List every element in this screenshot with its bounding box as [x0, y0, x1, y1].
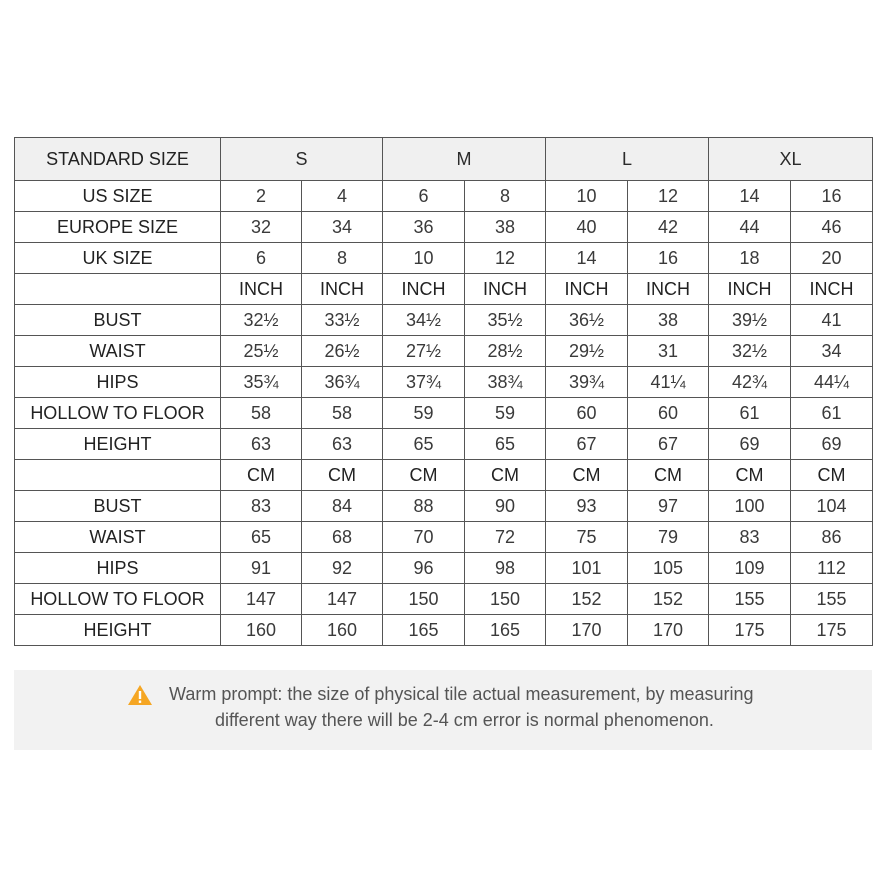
- unit-cell: INCH: [383, 274, 465, 305]
- row-label: UK SIZE: [15, 243, 221, 274]
- table-cell: 97: [628, 491, 709, 522]
- table-cell: 104: [791, 491, 873, 522]
- table-cell: 42¾: [709, 367, 791, 398]
- table-cell: 92: [302, 553, 383, 584]
- table-cell: 91: [221, 553, 302, 584]
- table-cell: 36: [383, 212, 465, 243]
- table-cell: 105: [628, 553, 709, 584]
- table-cell: 150: [465, 584, 546, 615]
- table-cell: 37¾: [383, 367, 465, 398]
- measurement-notice: [14, 670, 872, 750]
- size-chart-body: [15, 138, 873, 646]
- table-cell: 175: [791, 615, 873, 646]
- table-cell: 98: [465, 553, 546, 584]
- table-cell: 170: [628, 615, 709, 646]
- table-cell: 86: [791, 522, 873, 553]
- table-cell: 61: [791, 398, 873, 429]
- row-label: HEIGHT: [15, 429, 221, 460]
- table-cell: 100: [709, 491, 791, 522]
- table-cell: 39½: [709, 305, 791, 336]
- table-cell: 34½: [383, 305, 465, 336]
- table-cell: 75: [546, 522, 628, 553]
- table-cell: 20: [791, 243, 873, 274]
- table-cell: 165: [465, 615, 546, 646]
- unit-cell: CM: [791, 460, 873, 491]
- size-group-l: L: [546, 138, 709, 181]
- table-cell: 36½: [546, 305, 628, 336]
- table-row: [15, 398, 873, 429]
- table-cell: 150: [383, 584, 465, 615]
- table-cell: 65: [465, 429, 546, 460]
- table-row: [15, 212, 873, 243]
- table-cell: 79: [628, 522, 709, 553]
- size-group-xl: XL: [709, 138, 873, 181]
- row-label: HIPS: [15, 553, 221, 584]
- table-row: [15, 584, 873, 615]
- table-cell: 33½: [302, 305, 383, 336]
- unit-row: [15, 460, 873, 491]
- row-label: HIPS: [15, 367, 221, 398]
- table-cell: 39¾: [546, 367, 628, 398]
- table-row: [15, 181, 873, 212]
- unit-row: [15, 274, 873, 305]
- table-cell: 69: [791, 429, 873, 460]
- table-row: [15, 336, 873, 367]
- table-cell: 147: [221, 584, 302, 615]
- table-cell: 16: [628, 243, 709, 274]
- table-cell: 6: [383, 181, 465, 212]
- table-cell: 160: [302, 615, 383, 646]
- table-cell: 70: [383, 522, 465, 553]
- table-cell: 165: [383, 615, 465, 646]
- unit-cell: CM: [383, 460, 465, 491]
- table-cell: 12: [628, 181, 709, 212]
- table-cell: 6: [221, 243, 302, 274]
- table-cell: 83: [709, 522, 791, 553]
- table-cell: 65: [383, 429, 465, 460]
- table-cell: 12: [465, 243, 546, 274]
- row-label: BUST: [15, 491, 221, 522]
- unit-row-label: [15, 274, 221, 305]
- table-cell: 38: [628, 305, 709, 336]
- table-cell: 60: [628, 398, 709, 429]
- table-cell: 84: [302, 491, 383, 522]
- table-cell: 32½: [709, 336, 791, 367]
- table-cell: 27½: [383, 336, 465, 367]
- row-label: HOLLOW TO FLOOR: [15, 398, 221, 429]
- table-cell: 60: [546, 398, 628, 429]
- table-cell: 4: [302, 181, 383, 212]
- table-row: [15, 429, 873, 460]
- table-row: [15, 305, 873, 336]
- row-label: HOLLOW TO FLOOR: [15, 584, 221, 615]
- row-label: HEIGHT: [15, 615, 221, 646]
- row-label: WAIST: [15, 522, 221, 553]
- row-label: EUROPE SIZE: [15, 212, 221, 243]
- table-cell: 88: [383, 491, 465, 522]
- table-row: [15, 491, 873, 522]
- unit-cell: INCH: [791, 274, 873, 305]
- table-cell: 152: [628, 584, 709, 615]
- unit-cell: CM: [465, 460, 546, 491]
- unit-cell: CM: [302, 460, 383, 491]
- table-cell: 63: [221, 429, 302, 460]
- table-cell: 90: [465, 491, 546, 522]
- table-cell: 44: [709, 212, 791, 243]
- table-cell: 34: [791, 336, 873, 367]
- table-row: [15, 522, 873, 553]
- table-cell: 18: [709, 243, 791, 274]
- table-cell: 31: [628, 336, 709, 367]
- size-chart-table: [14, 137, 873, 646]
- table-cell: 26½: [302, 336, 383, 367]
- standard-size-label: STANDARD SIZE: [15, 138, 221, 181]
- table-cell: 67: [546, 429, 628, 460]
- table-cell: 32½: [221, 305, 302, 336]
- table-cell: 109: [709, 553, 791, 584]
- table-cell: 32: [221, 212, 302, 243]
- notice-text-line-2: different way there will be 2-4 cm error is normal phenomenon.: [215, 710, 714, 730]
- table-cell: 175: [709, 615, 791, 646]
- warning-icon: [127, 684, 153, 706]
- row-label: WAIST: [15, 336, 221, 367]
- table-cell: 59: [383, 398, 465, 429]
- size-group-s: S: [221, 138, 383, 181]
- unit-cell: INCH: [709, 274, 791, 305]
- unit-cell: CM: [546, 460, 628, 491]
- table-cell: 112: [791, 553, 873, 584]
- table-cell: 8: [465, 181, 546, 212]
- table-cell: 29½: [546, 336, 628, 367]
- table-cell: 58: [302, 398, 383, 429]
- table-cell: 16: [791, 181, 873, 212]
- table-cell: 147: [302, 584, 383, 615]
- table-cell: 93: [546, 491, 628, 522]
- table-cell: 155: [791, 584, 873, 615]
- table-cell: 69: [709, 429, 791, 460]
- table-cell: 68: [302, 522, 383, 553]
- size-group-m: M: [383, 138, 546, 181]
- table-cell: 36¾: [302, 367, 383, 398]
- row-label: BUST: [15, 305, 221, 336]
- table-cell: 61: [709, 398, 791, 429]
- table-cell: 38: [465, 212, 546, 243]
- table-cell: 67: [628, 429, 709, 460]
- table-cell: 34: [302, 212, 383, 243]
- table-cell: 160: [221, 615, 302, 646]
- table-cell: 35½: [465, 305, 546, 336]
- table-cell: 14: [546, 243, 628, 274]
- table-cell: 65: [221, 522, 302, 553]
- unit-cell: INCH: [465, 274, 546, 305]
- table-row: [15, 367, 873, 398]
- table-cell: 2: [221, 181, 302, 212]
- notice-text-line-1: Warm prompt: the size of physical tile actual measurement, by measuring: [169, 684, 754, 704]
- table-row: [15, 553, 873, 584]
- unit-cell: INCH: [546, 274, 628, 305]
- unit-cell: CM: [628, 460, 709, 491]
- table-cell: 25½: [221, 336, 302, 367]
- table-cell: 28½: [465, 336, 546, 367]
- table-cell: 58: [221, 398, 302, 429]
- table-cell: 35¾: [221, 367, 302, 398]
- unit-cell: CM: [221, 460, 302, 491]
- table-cell: 101: [546, 553, 628, 584]
- table-cell: 152: [546, 584, 628, 615]
- table-cell: 170: [546, 615, 628, 646]
- unit-cell: INCH: [221, 274, 302, 305]
- table-row: [15, 615, 873, 646]
- table-cell: 72: [465, 522, 546, 553]
- row-label: US SIZE: [15, 181, 221, 212]
- table-cell: 41¼: [628, 367, 709, 398]
- unit-cell: INCH: [302, 274, 383, 305]
- table-cell: 14: [709, 181, 791, 212]
- table-cell: 10: [383, 243, 465, 274]
- unit-cell: CM: [709, 460, 791, 491]
- table-cell: 44¼: [791, 367, 873, 398]
- table-cell: 10: [546, 181, 628, 212]
- table-cell: 38¾: [465, 367, 546, 398]
- table-cell: 59: [465, 398, 546, 429]
- table-cell: 63: [302, 429, 383, 460]
- table-cell: 40: [546, 212, 628, 243]
- size-header-row: [15, 138, 873, 181]
- table-cell: 42: [628, 212, 709, 243]
- table-cell: 96: [383, 553, 465, 584]
- table-cell: 8: [302, 243, 383, 274]
- table-row: [15, 243, 873, 274]
- table-cell: 155: [709, 584, 791, 615]
- table-cell: 41: [791, 305, 873, 336]
- unit-row-label: [15, 460, 221, 491]
- table-cell: 46: [791, 212, 873, 243]
- table-cell: 83: [221, 491, 302, 522]
- unit-cell: INCH: [628, 274, 709, 305]
